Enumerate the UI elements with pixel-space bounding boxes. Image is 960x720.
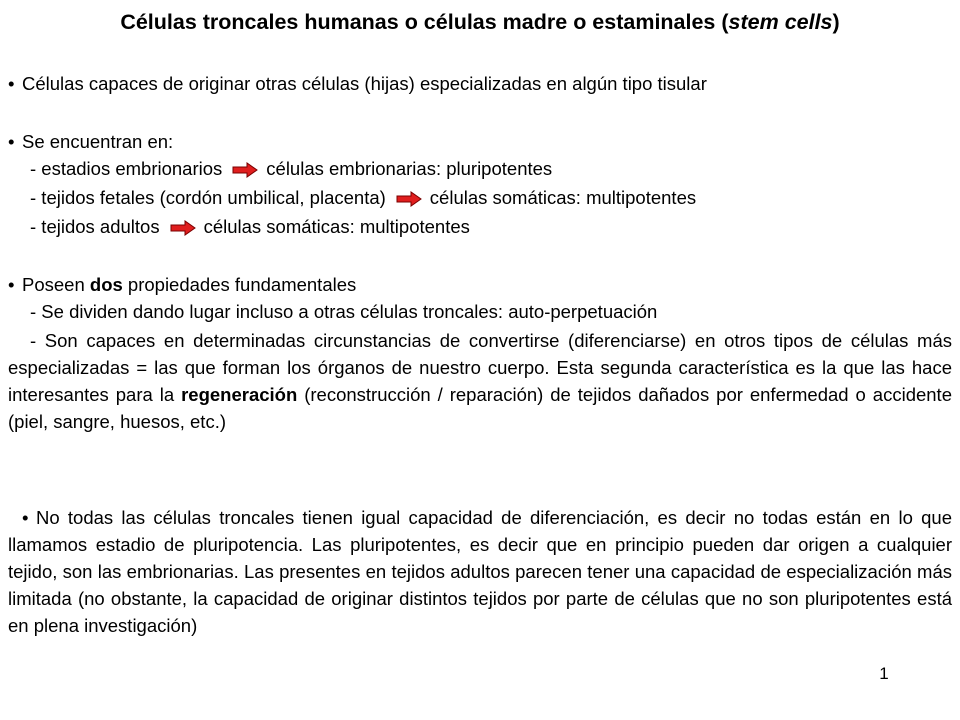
found-in-item-source: - estadios embrionarios	[30, 158, 223, 179]
found-in-item	[30, 184, 696, 211]
bullet-icon: •	[22, 507, 29, 528]
property-item-2-text: - Son capaces en determinadas circunstancias de convertirse (diferenciarse) en otros tipos de células más especializadas = las que forman los órganos de nuestro cuerpo. Esta segunda característica es la que las hace interesantes para la	[8, 330, 952, 405]
right-arrow-icon	[170, 220, 196, 236]
final-paragraph-text: No todas las células troncales tienen igual capacidad de diferenciación, es decir no todas están en lo que llamamos estadio de pluripotencia. Las pluripotentes, es decir que en principio pueden dar origen a cualquier tejido, son las embrionarias. Las presentes en tejidos adultos parecen tener una capacidad de especialización más limitada (no obstante, la capacidad de originar distintos tejidos por parte de células que no son pluripotentes está en plena investigación)	[8, 507, 952, 636]
title-italic-text: stem cells	[728, 10, 833, 34]
page-number: 1	[879, 664, 889, 683]
final-paragraph	[8, 504, 952, 639]
property-item-1-text: - Se dividen dando lugar incluso a otras células troncales: auto-perpetuación	[30, 301, 658, 322]
bullet-icon: •	[8, 131, 15, 152]
found-in-heading-text: Se encuentran en:	[22, 131, 174, 152]
intro-text: Células capaces de originar otras células (hijas) especializadas en algún tipo tisular	[22, 73, 707, 94]
bullet-icon: •	[8, 73, 15, 94]
right-arrow-icon	[232, 162, 258, 178]
found-in-item-source: - tejidos adultos	[30, 216, 160, 237]
properties-heading	[8, 271, 356, 298]
found-in-item-result: células somáticas: multipotentes	[203, 216, 470, 237]
bullet-icon: •	[8, 274, 15, 295]
properties-heading-bold: dos	[89, 274, 123, 295]
property-item-2	[8, 327, 952, 435]
property-item-1	[30, 298, 657, 325]
properties-heading-text-end: propiedades fundamentales	[122, 274, 357, 295]
right-arrow-icon	[396, 191, 422, 207]
found-in-item-source: - tejidos fetales (cordón umbilical, placenta)	[30, 187, 386, 208]
found-in-heading	[8, 128, 173, 155]
property-item-2-text-end: (reconstrucción / reparación) de tejidos dañados por enfermedad o accidente (piel, sangre, huesos, etc.)	[8, 384, 952, 432]
found-in-item-result: células embrionarias: pluripotentes	[266, 158, 553, 179]
property-item-2-bold: regeneración	[181, 384, 298, 405]
intro-bullet	[8, 70, 707, 97]
title-text: Células troncales humanas o células madre o estaminales (	[120, 10, 729, 34]
slide-title	[0, 8, 960, 36]
found-in-item	[30, 213, 470, 240]
properties-heading-text: Poseen	[22, 274, 90, 295]
found-in-item	[30, 155, 552, 182]
title-close-paren: )	[832, 10, 840, 34]
found-in-item-result: células somáticas: multipotentes	[429, 187, 697, 208]
